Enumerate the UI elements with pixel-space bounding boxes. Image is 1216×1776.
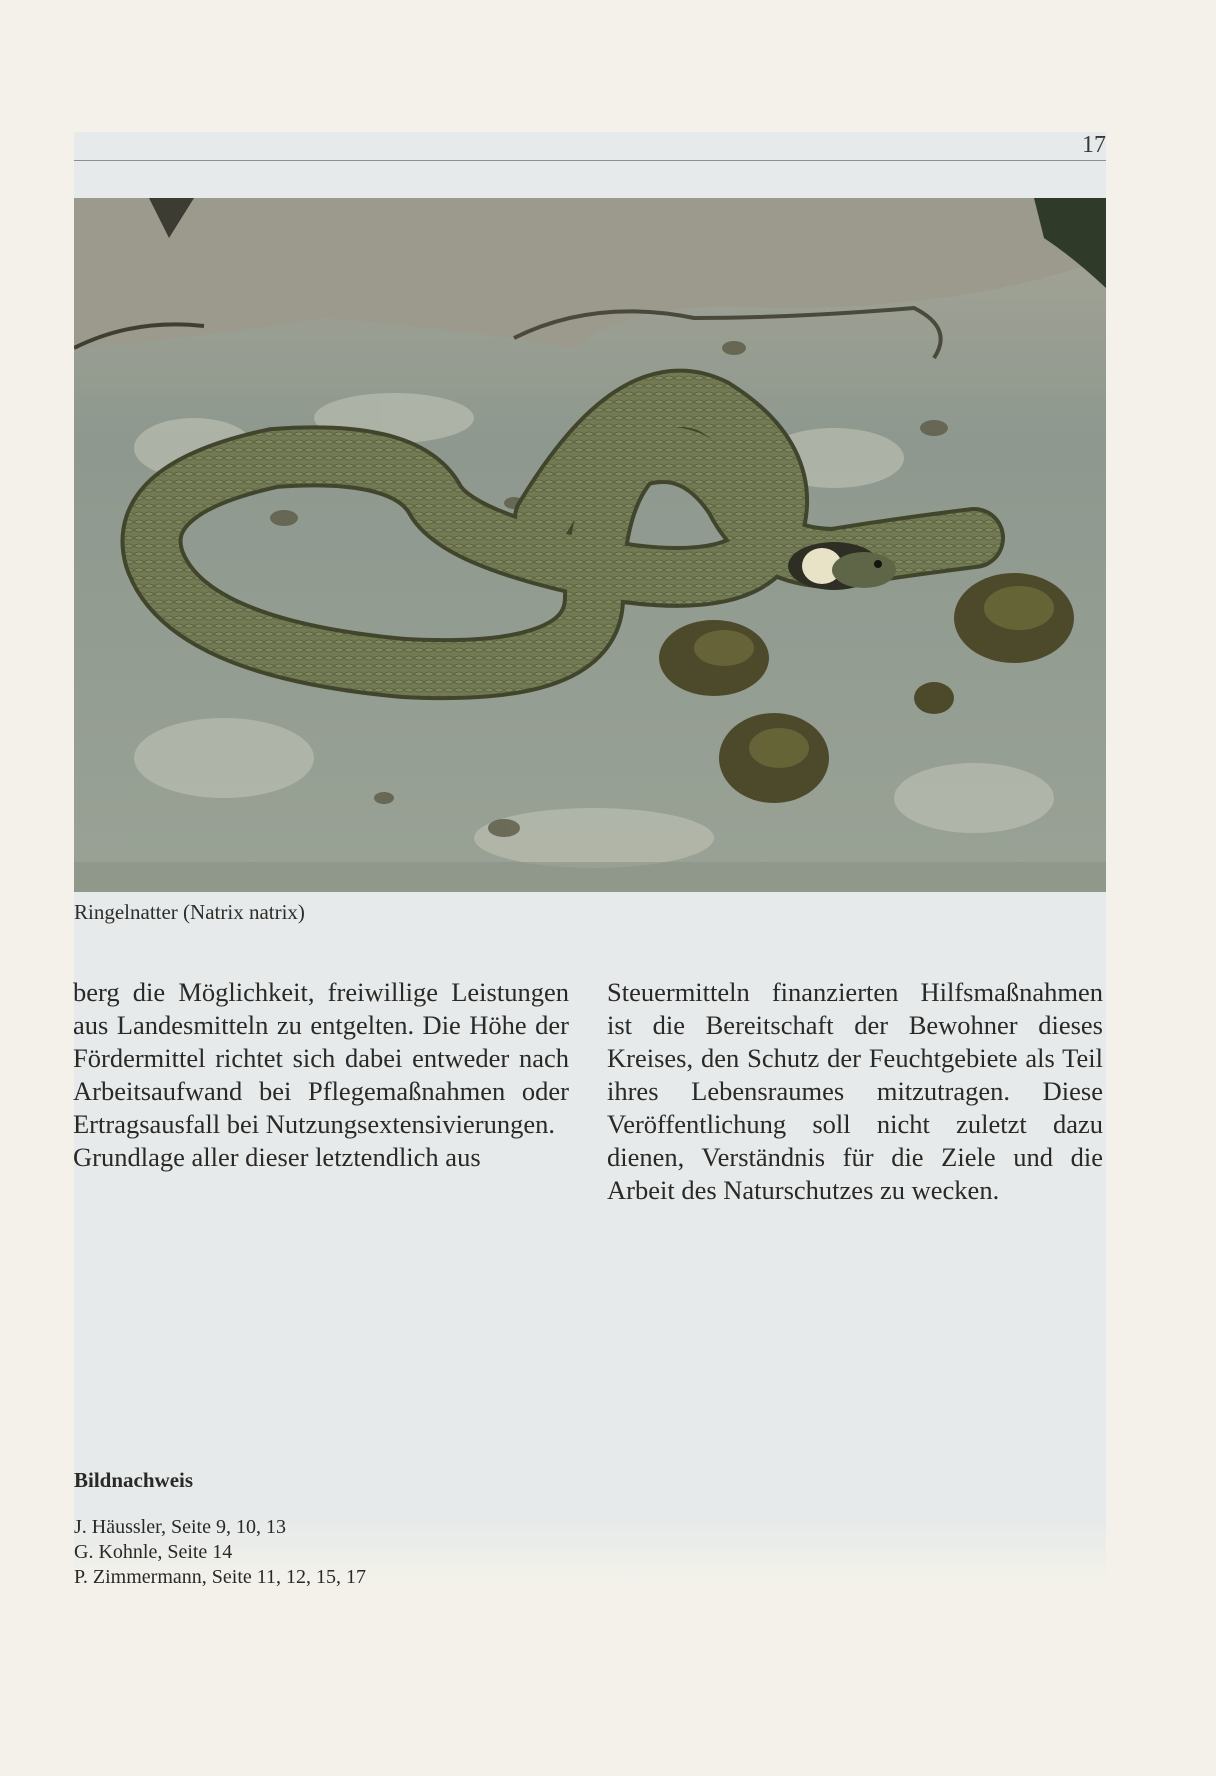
credit-entry: P. Zimmermann, Seite 11, 12, 15, 17 (74, 1566, 367, 1588)
credit-entry: G. Kohnle, Seite 14 (74, 1541, 233, 1563)
body-paragraph: berg die Möglichkeit, freiwillige Leistungen aus Landesmitteln zu entgelten. Die Höhe der Fördermittel richtet sich dabei entweder nach Arbeitsaufwand bei Pflegemaßnahmen oder Ertragsausfall bei Nutzungsextensivierungen. (73, 977, 569, 1139)
credit-entry: J. Häussler, Seite 9, 10, 13 (74, 1516, 286, 1538)
body-paragraph: Grundlage aller dieser letztendlich aus (73, 1142, 481, 1172)
snake-photo (74, 198, 1106, 892)
body-column-right (607, 976, 1103, 1207)
page-number: 17 (1082, 132, 1106, 158)
body-column-left (73, 976, 569, 1174)
header-rule (74, 160, 1106, 161)
image-credits (74, 1468, 366, 1590)
snake-photo-illustration (74, 198, 1106, 892)
credits-title: Bildnachweis (74, 1468, 194, 1492)
figure-caption: Ringelnatter (Natrix natrix) (74, 900, 305, 924)
body-paragraph: Steuermitteln finanzierten Hilfsmaßnahmen ist die Bereitschaft der Bewohner dieses Kreises, den Schutz der Feuchtgebiete als Teil ihres Lebensraumes mitzutragen. Diese Veröffentlichung soll nicht zuletzt dazu dienen, Verständnis für die Ziele und die Arbeit des Naturschutzes zu wecken. (607, 977, 1103, 1205)
